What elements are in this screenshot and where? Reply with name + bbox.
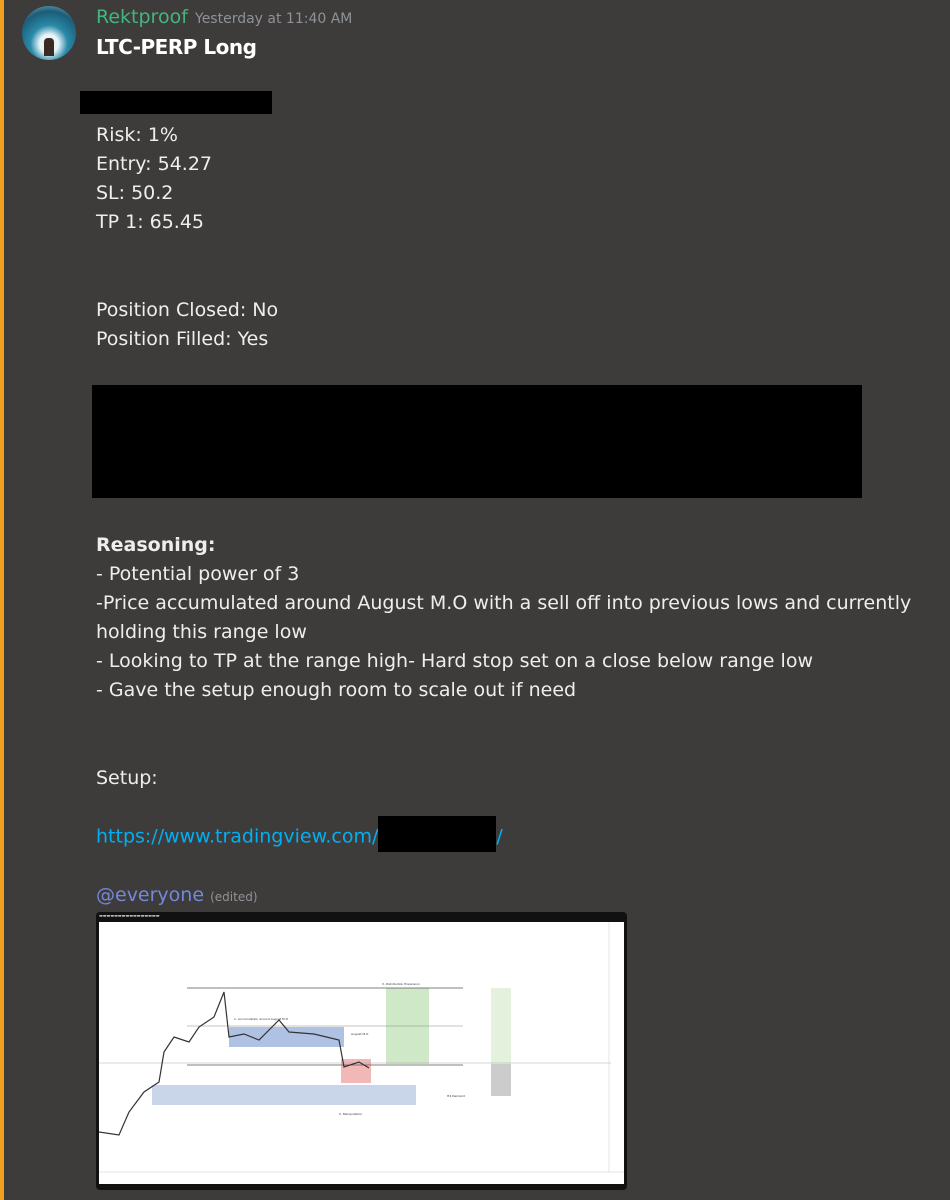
sl-line: SL: 50.2 bbox=[96, 182, 174, 204]
demand-zone bbox=[152, 1085, 416, 1105]
message-title: LTC-PERP Long bbox=[96, 35, 257, 59]
position-closed: Position Closed: No bbox=[96, 299, 279, 321]
tradingview-link[interactable] bbox=[96, 822, 503, 852]
chart-label: 3. Distribution Expansion bbox=[382, 982, 420, 986]
reasoning-line: - Looking to TP at the range high- Hard stop set on a close below range low bbox=[96, 650, 813, 672]
redacted-block bbox=[80, 91, 272, 114]
redacted-block bbox=[378, 816, 496, 852]
risk-line: Risk: 1% bbox=[96, 124, 178, 146]
chart-label: 1. Accumulation around August M.O bbox=[234, 1017, 289, 1021]
redacted-block bbox=[92, 385, 862, 498]
message-highlight-bar bbox=[0, 0, 4, 1200]
chart-image-attachment[interactable] bbox=[96, 912, 627, 1190]
setup-label: Setup: bbox=[96, 767, 158, 789]
edited-tag: (edited) bbox=[210, 890, 258, 904]
timestamp: Yesterday at 11:40 AM bbox=[195, 11, 353, 27]
tradingview-chart bbox=[99, 922, 624, 1184]
chart-label: H4 Demand bbox=[447, 1094, 465, 1098]
reasoning-line: -Price accumulated around August M.O with a sell off into previous lows and currently bbox=[96, 592, 912, 614]
author-name[interactable]: Rektproof bbox=[96, 6, 188, 28]
reasoning-heading: Reasoning: bbox=[96, 534, 216, 556]
link-text[interactable]: https://www.tradingview.com/ bbox=[96, 825, 379, 848]
chart-label: 2. Manipulation bbox=[339, 1112, 363, 1116]
reasoning-line: - Gave the setup enough room to scale out if need bbox=[96, 679, 577, 701]
chart-header: ▬▬▬▬▬▬▬▬▬▬▬▬▬▬▬▬ bbox=[99, 913, 160, 918]
entry-line: Entry: 54.27 bbox=[96, 153, 213, 175]
reasoning-line: holding this range low bbox=[96, 621, 307, 643]
position-filled: Position Filled: Yes bbox=[96, 328, 269, 350]
mention-text[interactable]: @everyone bbox=[96, 884, 205, 906]
chart-label: August M.O bbox=[351, 1032, 369, 1036]
everyone-mention[interactable] bbox=[96, 884, 258, 906]
link-text[interactable]: / bbox=[496, 825, 503, 848]
avatar[interactable] bbox=[22, 6, 76, 60]
tp-line: TP 1: 65.45 bbox=[96, 211, 205, 233]
reasoning-line: - Potential power of 3 bbox=[96, 563, 300, 585]
